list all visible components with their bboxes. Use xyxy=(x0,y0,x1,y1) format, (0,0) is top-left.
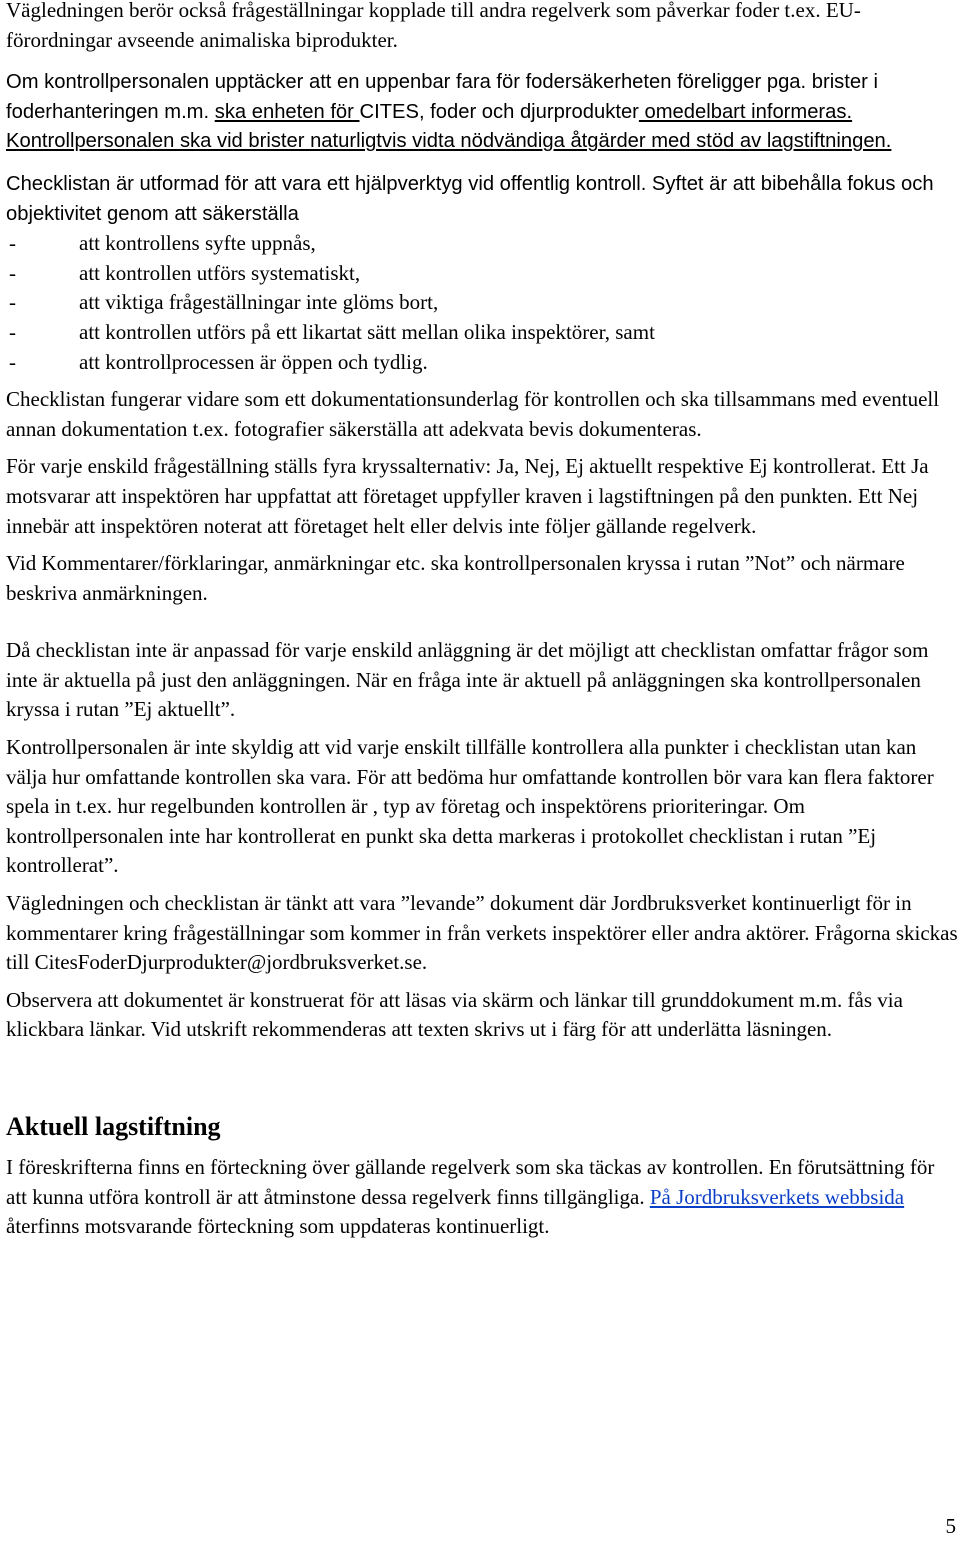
paragraph-hazard xyxy=(6,68,960,157)
list-item xyxy=(6,259,960,289)
list-item xyxy=(6,318,960,348)
list-item-text: att kontrollen utförs systematiskt, xyxy=(79,260,361,285)
list-item xyxy=(6,288,960,318)
purpose-list xyxy=(6,229,960,377)
paragraph-screen-reading: Observera att dokumentet är konstruerat för att läsas via skärm och länkar till grunddokument m.m. fås via klickbara länkar. Vid utskrift rekommenderas att texten skrivs ut i färg för att underlätta läsningen. xyxy=(6,987,903,1042)
paragraph-documentation: Checklistan fungerar vidare som ett dokumentationsunderlag för kontrollen och ska tillsammans med eventuell annan dokumentation t.ex. fotografier säkerställa att adekvata bevis dokumenteras. xyxy=(6,387,940,441)
dash-marker: - xyxy=(9,290,16,315)
hazard-link-unit[interactable]: ska enheten för xyxy=(214,100,360,123)
paragraph-comments: Vid Kommentarer/förklaringar, anmärkningar etc. ska kontrollpersonalen kryssa i rutan ”Not” och närmare beskriva anmärkningen. xyxy=(6,551,905,605)
legislation-text: I föreskrifterna finns en förteckning över gällande regelverk som ska täckas av kontrollen. En förutsättning för att kunna utföra kontroll är att åtminstone dessa regelverk finns tillgängliga. xyxy=(6,1155,935,1209)
list-item-text: att kontrollprocessen är öppen och tydlig. xyxy=(79,349,428,374)
purpose-text: Checklistan är utformad för att vara ett hjälpverktyg vid offentlig kontroll. Syftet är att bibehålla fokus och objektivitet genom att säkerställa xyxy=(6,172,934,225)
paragraph-options: För varje enskild frågeställning ställs fyra kryssalternativ: Ja, Nej, Ej aktuellt respektive Ej kontrollerat. Ett Ja motsvarar att inspektören har uppfattat att företaget uppfyller kraven i lagstiftningen på den punkten. Ett Nej innebär att inspektören noterat att företaget helt eller delvis inte följer gällande regelverk. xyxy=(6,454,929,538)
list-item-text: att kontrollens syfte uppnås, xyxy=(79,231,316,256)
section-heading: Aktuell lagstiftning xyxy=(6,1112,221,1141)
dash-marker: - xyxy=(9,231,16,256)
paragraph-not-applicable: Då checklistan inte är anpassad för varje enskild anläggning är det möjligt att checklistan omfattar frågor som inte är aktuella på just den anläggningen. När en fråga inte är aktuell på anläggningen ska kontrollpersonalen kryssa i rutan ”Ej aktuellt”. xyxy=(6,638,929,722)
hazard-link-inform[interactable]: omedelbart informeras. xyxy=(638,100,853,123)
hazard-link-measures[interactable]: Kontrollpersonalen ska vid brister naturligtvis vidta nödvändiga åtgärder med stöd av lagstiftningen. xyxy=(6,130,892,153)
paragraph-legislation xyxy=(6,1153,960,1242)
list-item xyxy=(6,229,960,259)
dash-marker: - xyxy=(9,260,16,285)
paragraph-purpose xyxy=(6,170,960,229)
dash-marker: - xyxy=(9,319,16,344)
jordbruksverket-website-link[interactable]: På Jordbruksverkets webbsida xyxy=(649,1184,905,1209)
paragraph-intro: Vägledningen berör också frågeställningar kopplade till andra regelverk som påverkar foder t.ex. EU-förordningar avseende animaliska biprodukter. xyxy=(6,0,861,52)
page-number: 5 xyxy=(945,1514,956,1538)
legislation-text-end: återfinns motsvarande förteckning som uppdateras kontinuerligt. xyxy=(6,1214,550,1239)
paragraph-scope: Kontrollpersonalen är inte skyldig att vid varje enskilt tillfälle kontrollera alla punkter i checklistan utan kan välja hur omfattande kontrollen ska vara. För att bedöma hur omfattande kontrollen bör vara kan flera faktorer spela in t.ex. hur regelbunden kontrollen är , typ av företag och inspektörens prioriteringar. Om kontrollpersonalen inte har kontrollerat en punkt ska detta markeras i protokollet checklistan i rutan ”Ej kontrollerat”. xyxy=(6,735,934,878)
hazard-text: Om kontrollpersonalen upptäcker att en uppenbar fara för fodersäkerheten föreligger pga. brister i foderhanteringen m.m. xyxy=(6,71,878,123)
paragraph-living-document: Vägledningen och checklistan är tänkt att vara ”levande” dokument där Jordbruksverket kontinuerligt för in kommentarer kring frågeställningar som kommer in från verkets inspektörer eller andra aktörer. Frågorna skickas till CitesFoderDjurprodukter@jordbruksverket.se. xyxy=(6,891,958,975)
list-item xyxy=(6,348,960,378)
list-item-text: att kontrollen utförs på ett likartat sätt mellan olika inspektörer, samt xyxy=(79,319,655,344)
list-item-text: att viktiga frågeställningar inte glöms bort, xyxy=(79,290,439,315)
hazard-unit-name: CITES, foder och djurprodukter xyxy=(359,100,639,123)
dash-marker: - xyxy=(9,349,16,374)
